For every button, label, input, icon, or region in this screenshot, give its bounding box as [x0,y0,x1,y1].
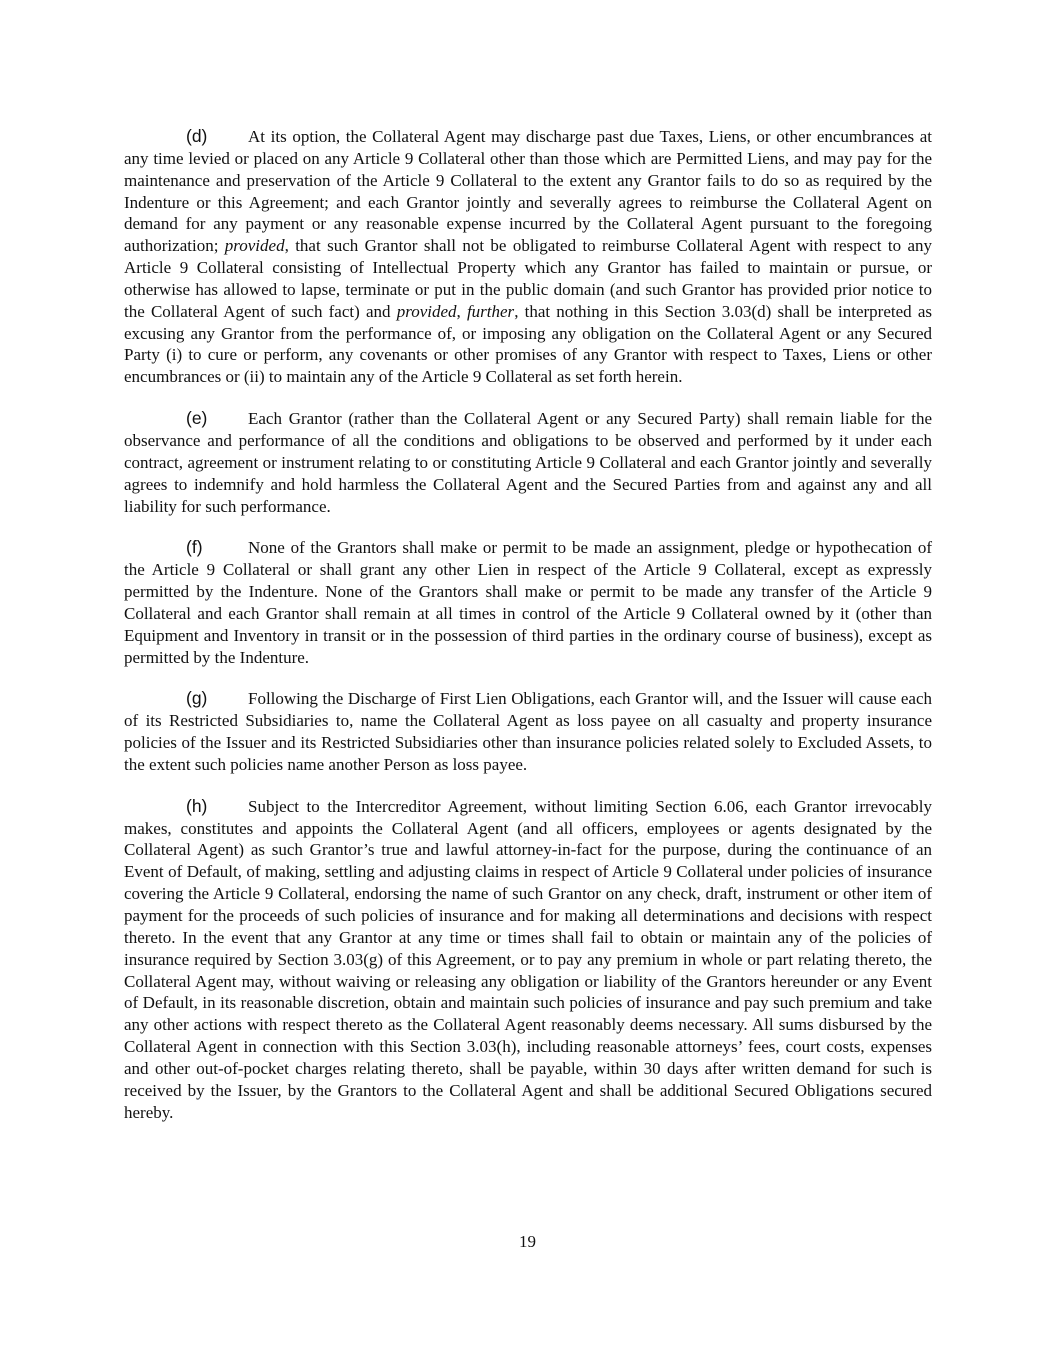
paragraph-d-italic-provided-2: provided [396,301,457,321]
paragraph-d-label: (d) [186,126,208,146]
paragraph-f-label: (f) [186,537,203,558]
paragraph-d-text-3: , [456,301,467,321]
paragraph-d-italic-provided: provided [224,236,285,256]
paragraph-g [124,688,932,775]
document-page [124,126,932,1143]
paragraph-d-text-1: At its option, the Collateral Agent may discharge past due Taxes, Liens, or other encumbrances at any time levied or placed on any Article 9 Collateral other than those which are Permitted Liens, and may pay for the maintenance and preservation of the Article 9 Collateral to the extent any Grantor fails to do so as required by the Indenture or this Agreement; and each Grantor jointly and severally agrees to reimburse the Collateral Agent on demand for any payment or any reasonable expense incurred by the Collateral Agent pursuant to the foregoing authorization; [124,127,932,256]
paragraph-d-italic-further: further [466,301,515,321]
paragraph-d [124,126,932,388]
paragraph-g-text: Following the Discharge of First Lien Obligations, each Grantor will, and the Issuer will cause each of its Restricted Subsidiaries to, name the Collateral Agent as loss payee on all casualty and property insurance policies of the Issuer and its Restricted Subsidiaries other than insurance policies related solely to Excluded Assets, to the extent such policies name another Person as loss payee. [124,689,932,774]
paragraph-e-label: (e) [186,408,208,429]
paragraph-h-label: (h) [186,795,208,816]
paragraph-d-text-2: , that such Grantor shall not be obligated to reimburse Collateral Agent with respect to any Article 9 Collateral consisting of Intellectual Property which any Grantor has failed to maintain or pursue, or otherwise has allowed to lapse, terminate or put in the public domain (and such Grantor has provided prior notice to the Collateral Agent of such fact) and [124,236,932,321]
paragraph-f [124,537,932,668]
paragraph-e-text: Each Grantor (rather than the Collateral Agent or any Secured Party) shall remain liable for the observance and performance of all the conditions and obligations to be observed and performed by it under each contract, agreement or instrument relating to or constituting Article 9 Collateral and each Grantor jointly and severally agrees to indemnify and hold harmless the Collateral Agent and the Secured Parties from and against any and all liability for such performance. [124,409,932,516]
paragraph-d-text-4: , that nothing in this Section 3.03(d) shall be interpreted as excusing any Grantor from the performance of, or imposing any obligation on the Collateral Agent or any Secured Party (i) to cure or perform, any covenants or other promises of any Grantor with respect to Taxes, Liens or other encumbrances or (ii) to maintain any of the Article 9 Collateral as set forth herein. [124,301,932,387]
paragraph-e [124,408,932,517]
paragraph-g-label: (g) [186,688,208,709]
paragraph-h [124,796,932,1124]
paragraph-f-text: None of the Grantors shall make or permit to be made an assignment, pledge or hypothecation of the Article 9 Collateral or shall grant any other Lien in respect of the Article 9 Collateral, except as expressly permitted by the Indenture. None of the Grantors shall make or permit to be made any transfer of the Article 9 Collateral and each Grantor shall remain at all times in control of the Article 9 Collateral owned by it (other than Equipment and Inventory in transit or in the possession of third parties in the ordinary course of business), except as permitted by the Indenture. [124,538,932,667]
paragraph-h-text: Subject to the Intercreditor Agreement, without limiting Section 6.06, each Grantor irrevocably makes, constitutes and appoints the Collateral Agent (and all officers, employees or agents designated by the Collateral Agent) as such Grantor’s true and lawful attorney-in-fact for the purpose, during the continuance of an Event of Default, of making, settling and adjusting claims in respect of Article 9 Collateral under policies of insurance covering the Article 9 Collateral, endorsing the name of such Grantor on any check, draft, instrument or other item of payment for the proceeds of such policies of insurance and for making all determinations and decisions with respect thereto. In the event that any Grantor at any time or times shall fail to obtain or maintain any of the policies of insurance required by Section 3.03(g) of this Agreement, or to pay any premium in whole or part relating thereto, the Collateral Agent may, without waiving or releasing any obligation or liability of the Grantors hereunder or any Event of Default, in its reasonable discretion, obtain and maintain such policies of insurance and pay such premium and take any other actions with respect thereto as the Collateral Agent reasonably deems necessary. All sums disbursed by the Collateral Agent in connection with this Section 3.03(h), including reasonable attorneys’ fees, court costs, expenses and other out-of-pocket charges relating thereto, shall be payable, within 30 days after written demand for such is received by the Issuer, by the Grantors to the Collateral Agent and shall be additional Secured Obligations secured hereby. [124,796,932,1122]
page-number: 19 [519,1232,536,1251]
